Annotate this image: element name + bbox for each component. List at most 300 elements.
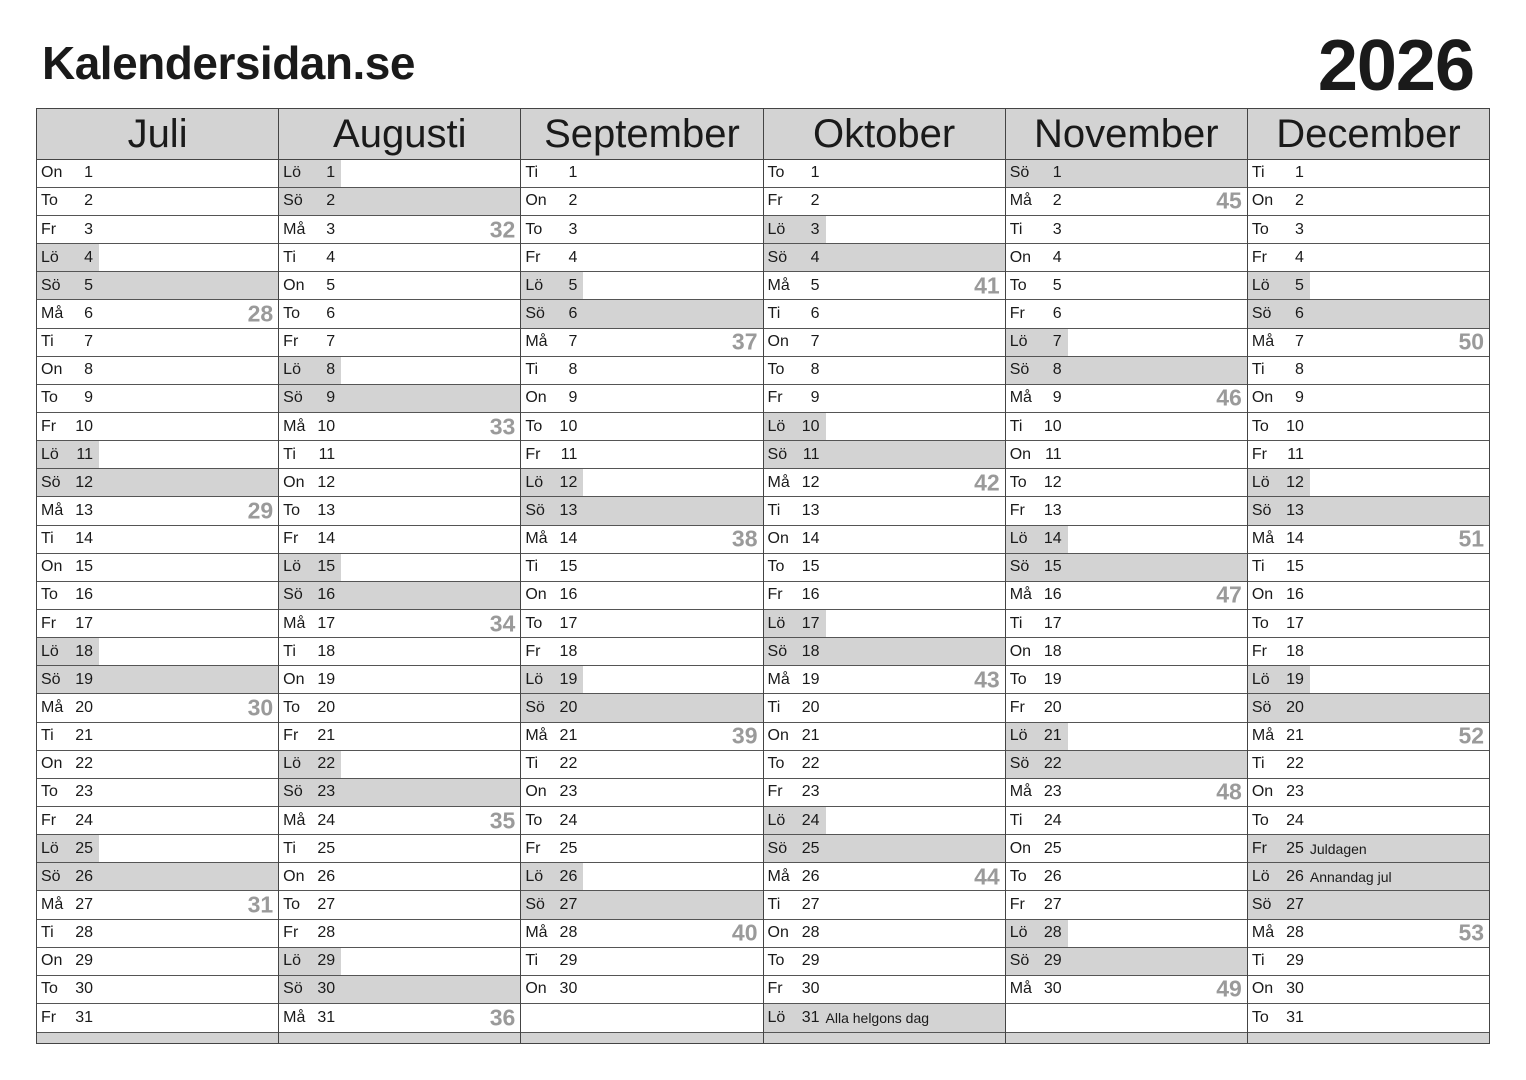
day-label [279, 666, 341, 693]
day-row [1006, 723, 1247, 751]
weekday: Sö [767, 642, 788, 660]
day-row [764, 300, 1005, 328]
weekday: Ti [767, 501, 781, 519]
week-number: 45 [1216, 187, 1242, 214]
weekday: To [525, 417, 543, 435]
weekday: Ti [1251, 952, 1265, 970]
weekday: To [1009, 473, 1027, 491]
weekday: Ti [767, 304, 781, 322]
day-row [1006, 469, 1247, 497]
weekday: To [767, 558, 785, 576]
weekday: Fr [767, 192, 783, 210]
weekday: Lö [1009, 530, 1028, 548]
day-label [37, 582, 99, 609]
weekday: Ti [41, 924, 54, 942]
holiday-name: Annandag jul [1309, 868, 1392, 885]
day-number: 10 [1043, 417, 1062, 435]
day-label [1248, 441, 1310, 468]
weekday: Lö [1251, 473, 1270, 491]
day-row [764, 694, 1005, 722]
weekday: Lö [283, 755, 301, 773]
day-label [1248, 469, 1310, 496]
day-label [521, 891, 583, 918]
day-number: 28 [75, 924, 93, 942]
weekday: Må [767, 867, 790, 885]
weekday: Sö [525, 304, 545, 322]
weekday: Sö [767, 445, 788, 463]
week-number: 38 [731, 525, 758, 552]
week-number: 31 [247, 891, 274, 918]
weekday: Lö [767, 220, 786, 238]
day-label [37, 554, 99, 581]
day-row [279, 413, 520, 441]
day-number: 11 [1045, 445, 1062, 463]
day-number: 23 [1286, 783, 1304, 801]
day-number: 9 [568, 389, 578, 407]
day-label [1248, 807, 1310, 834]
day-label [764, 638, 826, 665]
day-row [1006, 413, 1247, 441]
day-row [1248, 976, 1489, 1004]
day-number: 18 [801, 642, 820, 660]
day-label [764, 497, 826, 524]
weekday: Må [525, 924, 548, 942]
day-number: 17 [317, 614, 336, 632]
day-row [1248, 272, 1489, 300]
weekday: Ti [525, 558, 539, 576]
weekday: Lö [41, 642, 59, 660]
day-number: 4 [1052, 248, 1062, 266]
day-number: 19 [801, 670, 820, 688]
day-number: 14 [559, 530, 578, 548]
day-label [1006, 891, 1068, 918]
day-label [1006, 188, 1068, 215]
day-row [521, 413, 762, 441]
month-days [37, 160, 278, 1032]
day-label [37, 357, 99, 384]
day-label [279, 779, 341, 806]
day-number: 31 [75, 1008, 93, 1026]
day-row [279, 891, 520, 919]
day-row [1006, 526, 1247, 554]
weekday: Fr [41, 417, 57, 435]
day-number: 11 [76, 445, 93, 463]
day-label [521, 976, 583, 1003]
day-number: 8 [326, 361, 336, 379]
weekday: To [41, 389, 58, 407]
day-label [1006, 610, 1068, 637]
day-number: 25 [801, 839, 820, 857]
day-number: 20 [1043, 698, 1062, 716]
week-number: 32 [489, 216, 516, 243]
day-label [764, 357, 826, 384]
day-number: 10 [1286, 417, 1304, 435]
day-label [764, 385, 826, 412]
day-row [37, 976, 278, 1004]
weekday: Lö [767, 1008, 786, 1026]
day-row [1006, 357, 1247, 385]
day-row [1248, 920, 1489, 948]
day-row [37, 835, 278, 863]
day-row [37, 1004, 278, 1032]
day-label [1248, 1004, 1310, 1032]
day-row [279, 807, 520, 835]
weekday: Lö [525, 276, 544, 294]
day-row [521, 582, 762, 610]
day-label [279, 272, 341, 299]
day-row [37, 244, 278, 272]
weekday: On [1009, 445, 1032, 463]
weekday: Må [525, 727, 548, 745]
day-label [764, 807, 826, 834]
day-row [521, 723, 762, 751]
day-number: 24 [317, 811, 336, 829]
day-row [1006, 329, 1247, 357]
day-label [1006, 779, 1068, 806]
day-label [279, 188, 341, 215]
day-row [764, 357, 1005, 385]
day-label [279, 300, 341, 327]
day-number: 4 [326, 248, 336, 266]
day-label [37, 329, 99, 356]
day-number: 19 [75, 670, 93, 688]
day-label [37, 666, 99, 693]
weekday: Fr [1009, 895, 1025, 913]
day-number: 21 [559, 727, 578, 745]
day-number: 4 [1294, 248, 1304, 266]
day-row [521, 779, 762, 807]
day-label [37, 920, 99, 947]
day-number: 8 [568, 361, 578, 379]
day-label [764, 244, 826, 271]
day-row [37, 666, 278, 694]
day-number: 10 [559, 417, 578, 435]
day-row [1006, 272, 1247, 300]
day-number: 28 [1286, 924, 1304, 942]
day-label [1006, 807, 1068, 834]
day-number: 30 [1043, 980, 1062, 998]
day-number: 19 [1043, 670, 1062, 688]
day-row [279, 638, 520, 666]
day-label [764, 441, 826, 468]
weekday: Må [283, 811, 306, 829]
weekday: Ti [525, 361, 539, 379]
day-number: 9 [810, 389, 820, 407]
day-number: 12 [1043, 473, 1062, 491]
weekday: Lö [1251, 867, 1270, 885]
day-label [764, 526, 826, 553]
bottom-strip [279, 1032, 520, 1043]
weekday: On [767, 924, 789, 942]
day-label [1006, 863, 1068, 890]
day-label [279, 1004, 341, 1032]
day-label [764, 920, 826, 947]
weekday: On [41, 755, 63, 773]
day-label [1006, 976, 1068, 1003]
day-label [1248, 526, 1310, 553]
day-label [279, 920, 341, 947]
weekday: On [525, 389, 547, 407]
weekday: Sö [1009, 361, 1030, 379]
weekday: On [41, 164, 63, 182]
weekday: To [525, 811, 543, 829]
weekday: Må [1251, 924, 1275, 942]
day-label [1006, 300, 1068, 327]
day-number: 2 [326, 192, 336, 210]
day-row [37, 779, 278, 807]
day-number: 26 [1043, 867, 1062, 885]
day-number: 26 [317, 867, 336, 885]
day-number: 22 [1043, 755, 1062, 773]
week-number: 41 [974, 272, 1000, 299]
holiday-name: Juldagen [1309, 840, 1367, 857]
day-number: 6 [810, 304, 820, 322]
day-label [521, 779, 583, 806]
day-row [764, 835, 1005, 863]
weekday: To [41, 783, 58, 801]
day-number: 16 [75, 586, 93, 604]
weekday: Ti [1251, 361, 1265, 379]
day-row [37, 807, 278, 835]
day-label [1248, 160, 1310, 187]
day-row [764, 948, 1005, 976]
weekday: Sö [1251, 895, 1272, 913]
day-row [1006, 666, 1247, 694]
day-label [764, 723, 826, 750]
day-label [521, 413, 583, 440]
day-row [1248, 891, 1489, 919]
day-label [764, 469, 826, 496]
day-label [1006, 666, 1068, 693]
day-label [1248, 385, 1310, 412]
day-label [1006, 272, 1068, 299]
day-row [1006, 807, 1247, 835]
day-label [764, 188, 826, 215]
day-row [521, 807, 762, 835]
day-row [521, 385, 762, 413]
day-row [37, 497, 278, 525]
weekday: Fr [283, 530, 299, 548]
weekday: Må [767, 473, 790, 491]
day-number: 7 [84, 333, 93, 351]
day-label [521, 244, 583, 271]
day-row [764, 160, 1005, 188]
day-number: 14 [1043, 530, 1062, 548]
site-title: Kalendersidan.se [42, 37, 415, 89]
day-number: 4 [810, 248, 820, 266]
weekday: Fr [1009, 304, 1025, 322]
day-label [1248, 638, 1310, 665]
weekday: Må [41, 698, 64, 716]
day-number: 29 [317, 952, 336, 970]
day-label [279, 329, 341, 356]
day-label [521, 441, 583, 468]
day-number: 3 [326, 220, 336, 238]
day-row [37, 329, 278, 357]
day-label [764, 751, 826, 778]
weekday: Fr [1009, 501, 1025, 519]
day-row [1248, 694, 1489, 722]
day-label [521, 526, 583, 553]
day-label [521, 610, 583, 637]
day-row [521, 526, 762, 554]
weekday: Ti [767, 698, 781, 716]
day-number: 25 [559, 839, 578, 857]
day-row [1248, 779, 1489, 807]
day-number: 18 [317, 642, 336, 660]
day-row [279, 160, 520, 188]
day-number: 4 [568, 248, 578, 266]
day-label [764, 554, 826, 581]
day-row [1248, 469, 1489, 497]
day-number: 12 [1286, 473, 1304, 491]
day-number: 12 [559, 473, 578, 491]
weekday: To [41, 586, 58, 604]
weekday: Må [767, 276, 790, 294]
day-label [37, 694, 99, 721]
day-row [1248, 441, 1489, 469]
weekday: Sö [1251, 698, 1272, 716]
day-label [279, 638, 341, 665]
day-number: 3 [1294, 220, 1304, 238]
day-number: 22 [317, 755, 336, 773]
day-number: 3 [810, 220, 820, 238]
weekday: On [1009, 248, 1032, 266]
day-number: 22 [801, 755, 820, 773]
weekday: Fr [525, 445, 541, 463]
day-number: 17 [1286, 614, 1304, 632]
weekday: Sö [1251, 501, 1272, 519]
day-row [1248, 582, 1489, 610]
weekday: Må [283, 220, 306, 238]
weekday: Ti [1251, 755, 1265, 773]
weekday: On [1251, 192, 1274, 210]
day-row [279, 920, 520, 948]
day-label [1248, 554, 1310, 581]
day-row [1248, 300, 1489, 328]
month-column-augusti [278, 109, 520, 1043]
day-number: 31 [317, 1008, 336, 1026]
weekday: Sö [525, 698, 545, 716]
weekday: To [1251, 1008, 1269, 1026]
month-days [1248, 160, 1489, 1032]
day-label [1248, 891, 1310, 918]
day-number: 2 [568, 192, 578, 210]
day-row [37, 357, 278, 385]
empty-day-row [1006, 1004, 1247, 1032]
month-days [1006, 160, 1247, 1032]
weekday: Må [283, 417, 306, 435]
day-number: 1 [1294, 164, 1304, 182]
day-label [279, 554, 341, 581]
day-row [1248, 216, 1489, 244]
day-label [37, 835, 99, 862]
day-row [521, 976, 762, 1004]
weekday: To [767, 164, 785, 182]
weekday: On [767, 727, 789, 745]
weekday: Må [1009, 783, 1032, 801]
day-row [279, 357, 520, 385]
day-row [521, 694, 762, 722]
day-row [521, 300, 762, 328]
day-number: 6 [1294, 304, 1304, 322]
weekday: On [283, 670, 305, 688]
weekday: Må [1251, 530, 1275, 548]
day-row [764, 807, 1005, 835]
day-number: 29 [559, 952, 578, 970]
weekday: Fr [283, 727, 299, 745]
day-label [521, 751, 583, 778]
day-row [521, 160, 762, 188]
day-label [37, 723, 99, 750]
day-row [1006, 188, 1247, 216]
day-row [764, 976, 1005, 1004]
day-number: 20 [559, 698, 578, 716]
weekday: Ti [283, 445, 296, 463]
holiday-name: Alla helgons dag [825, 1009, 930, 1026]
day-number: 20 [317, 698, 336, 716]
day-number: 24 [801, 811, 820, 829]
week-number: 42 [974, 469, 1000, 496]
day-label [521, 385, 583, 412]
day-number: 1 [326, 164, 336, 182]
weekday: Fr [283, 924, 299, 942]
weekday: Sö [283, 389, 303, 407]
day-row [1006, 554, 1247, 582]
day-label [521, 694, 583, 721]
day-number: 15 [801, 558, 820, 576]
day-row [279, 694, 520, 722]
weekday: On [1251, 980, 1274, 998]
weekday: Fr [525, 248, 541, 266]
day-label [279, 469, 341, 496]
day-row [279, 751, 520, 779]
day-number: 15 [75, 558, 93, 576]
weekday: Må [41, 501, 64, 519]
day-row [279, 385, 520, 413]
weekday: Ti [525, 952, 539, 970]
day-number: 7 [1052, 333, 1062, 351]
week-number: 39 [731, 722, 758, 749]
day-row [37, 948, 278, 976]
weekday: Sö [283, 586, 303, 604]
day-label [1006, 554, 1068, 581]
day-row [521, 666, 762, 694]
weekday: Sö [41, 473, 61, 491]
day-number: 23 [559, 783, 578, 801]
day-label [521, 357, 583, 384]
day-label [1248, 694, 1310, 721]
day-row [1006, 497, 1247, 525]
day-label [1248, 751, 1310, 778]
day-number: 1 [568, 164, 578, 182]
day-number: 8 [810, 361, 820, 379]
day-label [279, 723, 341, 750]
weekday: To [283, 304, 301, 322]
day-number: 9 [1052, 389, 1062, 407]
day-row [279, 441, 520, 469]
day-number: 16 [1043, 586, 1062, 604]
day-number: 14 [317, 530, 336, 548]
day-number: 13 [1043, 501, 1062, 519]
weekday: To [1009, 867, 1027, 885]
week-number: 33 [489, 413, 516, 440]
day-number: 1 [84, 164, 93, 182]
day-label [1006, 413, 1068, 440]
day-row [1248, 835, 1489, 863]
day-number: 19 [559, 670, 578, 688]
day-label [37, 497, 99, 524]
